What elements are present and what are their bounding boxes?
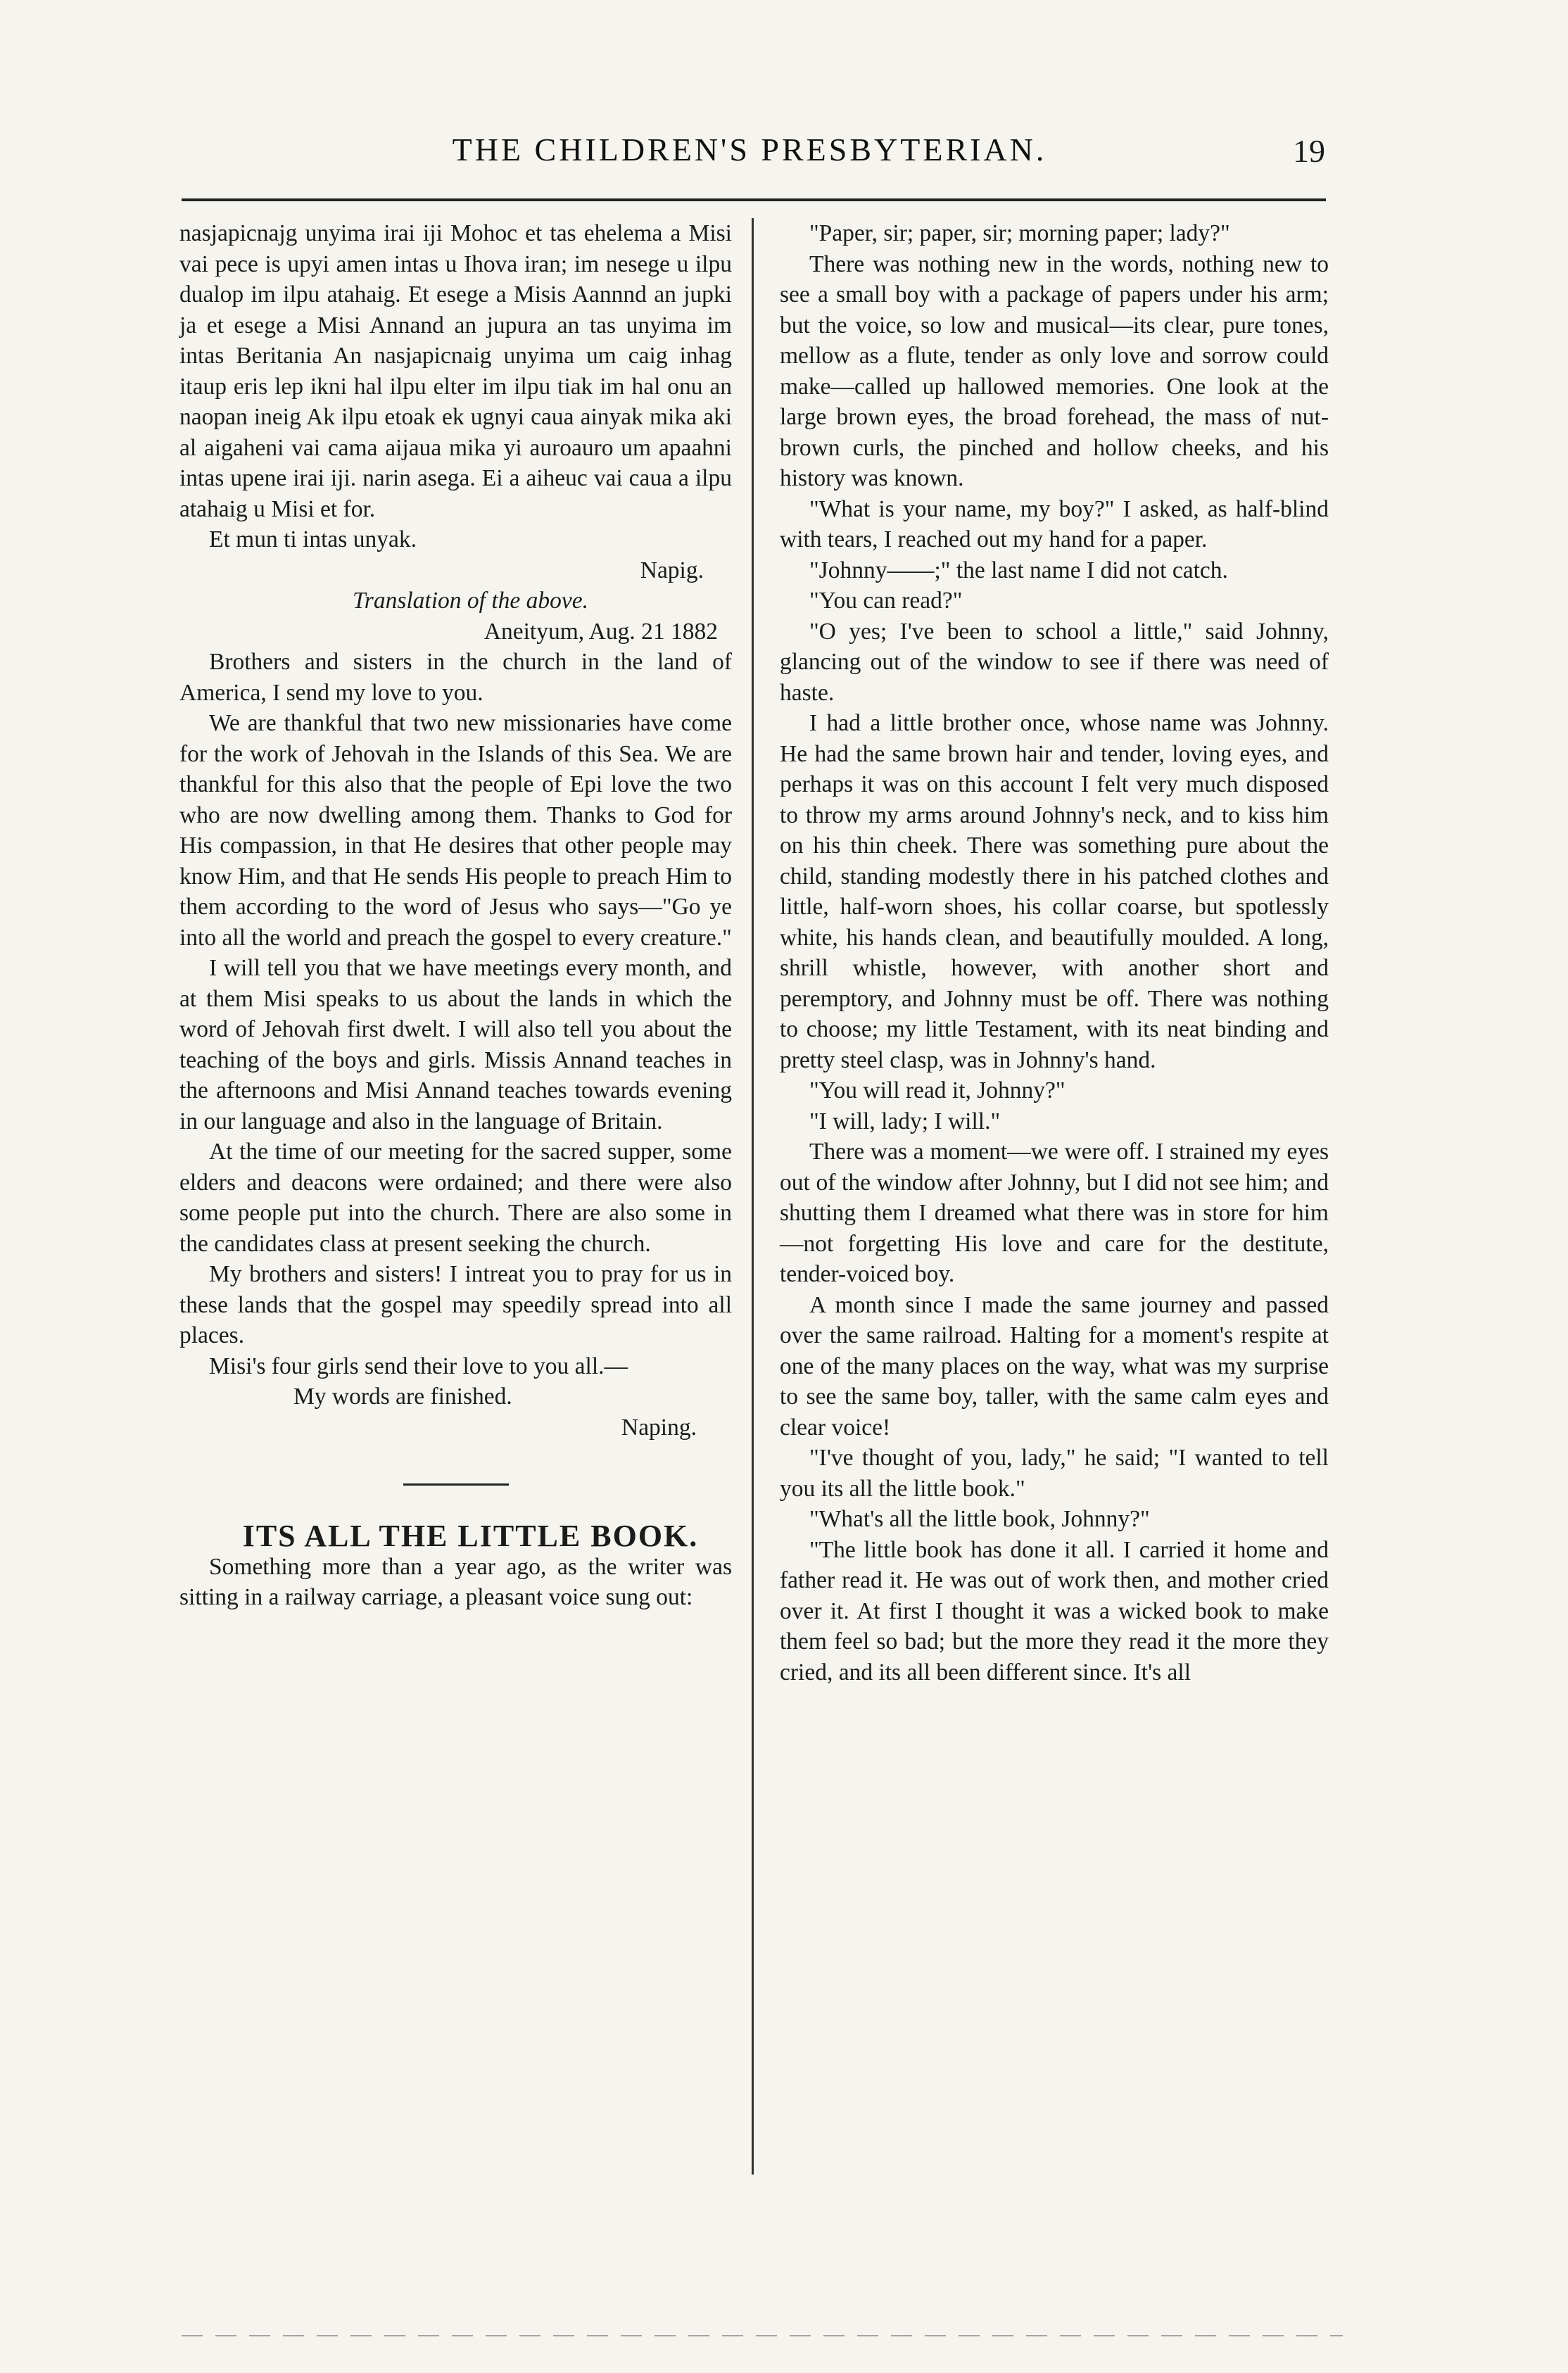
page-number: 19 [1293, 133, 1325, 169]
closing-line: My words are finished. [293, 1384, 512, 1410]
story-paragraph: A month since I made the same journey and passed over the same railroad. Halting for a moment's respite at one of the many places on the way, what was my surprise to see the same boy, taller, with the same calm eyes and clear voice! [780, 1291, 1329, 1441]
native-signature: Napig. [640, 557, 704, 583]
translation-heading: Translation of the above. [353, 588, 588, 614]
native-paragraph: Et mun ti intas unyak. [209, 526, 417, 552]
story-paragraph: "Johnny——;" the last name I did not catch. [809, 557, 1228, 583]
story-paragraph: "I've thought of you, lady," he said; "I wanted to tell you its all the little book." [780, 1445, 1329, 1502]
story-paragraph: "What's all the little book, Johnny?" [809, 1506, 1150, 1532]
story-paragraph: "I will, lady; I will." [809, 1108, 1001, 1134]
story-paragraph: I had a little brother once, whose name was Johnny. He had the same brown hair and tender, loving eyes, and perhaps it was on this account I felt very much disposed to throw my arms around Johnny's neck, and to kiss him on his thin cheek. There was something pure about the child, standing modestly there in his patched clothes and little, half-worn shoes, his collar coarse, but spotlessly white, his hands clean, and beautifully moulded. A long, shrill whistle, however, with another short and peremptory, and Johnny must be off. There was nothing to choose; my little Testament, with its neat binding and pretty steel clasp, was in Johnny's hand. [780, 710, 1329, 1073]
story-paragraph: There was nothing new in the words, nothing new to see a small boy with a package of papers under his arm; but the voice, so low and musical—its clear, pure tones, mellow as a flute, tender as only love and sorrow could make—called up hallowed memories. One look at the large brown eyes, the broad forehead, the mass of nut-brown curls, the pinched and hollow cheeks, and his history was known. [780, 251, 1329, 491]
translation-paragraph: At the time of our meeting for the sacred supper, some elders and deacons were ordained; and there were also some people put into the church. There are also some in the candidates class at present seeking the church. [179, 1139, 732, 1257]
section-separator [403, 1483, 509, 1486]
dateline: Aneityum, Aug. 21 1882 [483, 618, 718, 645]
translation-paragraph: I will tell you that we have meetings every month, and at them Misi speaks to us about the lands in which the word of Jehovah first dwelt. I will also tell you about the teaching of the boys and girls. Missis Annand teaches in the afternoons and Misi Annand teaches towards evening in our language and also in the language of Britain. [179, 955, 732, 1134]
header-rule [182, 198, 1326, 201]
story-paragraph: "What is your name, my boy?" I asked, as half-blind with tears, I reached out my hand for a paper. [780, 495, 1329, 552]
story-paragraph: "You will read it, Johnny?" [809, 1077, 1066, 1103]
page-bottom-edge [182, 2335, 1343, 2336]
translation-paragraph: My brothers and sisters! I intreat you to pray for us in these lands that the gospel may speedily spread into all places. [179, 1261, 732, 1348]
story-paragraph: There was a moment—we were off. I strained my eyes out of the window after Johnny, but I did not see him; and shutting them I dreamed what there was in store for him—not forgetting His love and care for the destitute, tender-voiced boy. [780, 1139, 1329, 1287]
right-column [780, 218, 1329, 1688]
translation-paragraph: We are thankful that two new missionaries have come for the work of Jehovah in the Islands of this Sea. We are thankful for this also that the people of Epi love the two who are now dwelling among them. Thanks to God for His compassion, in that He desires that other people may know Him, and that He sends His people to preach Him to them according to the word of Jesus who says—"Go ye into all the world and preach the gospel to every creature." [179, 710, 732, 951]
running-head: THE CHILDREN'S PRESBYTERIAN. [452, 132, 1047, 167]
translation-paragraph: Brothers and sisters in the church in the land of America, I send my love to you. [179, 649, 732, 706]
native-paragraph: nasjapicnajg unyima irai iji Mohoc et tas ehelema a Misi vai pece is upyi amen intas u Ihova iran; im nesege u ilpu dualop im ilpu atahaig. Et esege a Misis Aannnd an jupki ja et esege a Misi Annand an jupura an tas unyima im intas Beritania An nasjapicnaig unyima um caig inhag itaup eris lep ikni hal ilpu elter im ilpu tiak im hal onu an naopan ineig Ak ilpu etoak ek ugnyi caua ainyak mika aki al aigaheni vai cama aijaua mika yi auroauro um apaahni intas upene irai iji. narin asega. Ei a aiheuc vai caua a ilpu atahaig u Misi et for. [179, 220, 732, 522]
article-title: ITS ALL THE LITTLE BOOK. [242, 1519, 699, 1553]
translation-paragraph: Misi's four girls send their love to you all.— [209, 1353, 628, 1379]
closing-signature: Naping. [621, 1414, 697, 1441]
story-paragraph: "The little book has done it all. I carried it home and father read it. He was out of work then, and mother cried over it. At first I thought it was a wicked book to make them feel so bad; but the more they read it the more they cried, and its all been different since. It's all [780, 1536, 1329, 1685]
story-paragraph: "You can read?" [809, 588, 963, 614]
story-paragraph: "Paper, sir; paper, sir; morning paper; lady?" [809, 220, 1230, 246]
column-divider [752, 218, 754, 2175]
article-paragraph: Something more than a year ago, as the writer was sitting in a railway carriage, a pleasant voice sung out: [179, 1553, 732, 1610]
left-column [179, 218, 732, 1613]
story-paragraph: "O yes; I've been to school a little," said Johnny, glancing out of the window to see if there was need of haste. [780, 618, 1329, 706]
